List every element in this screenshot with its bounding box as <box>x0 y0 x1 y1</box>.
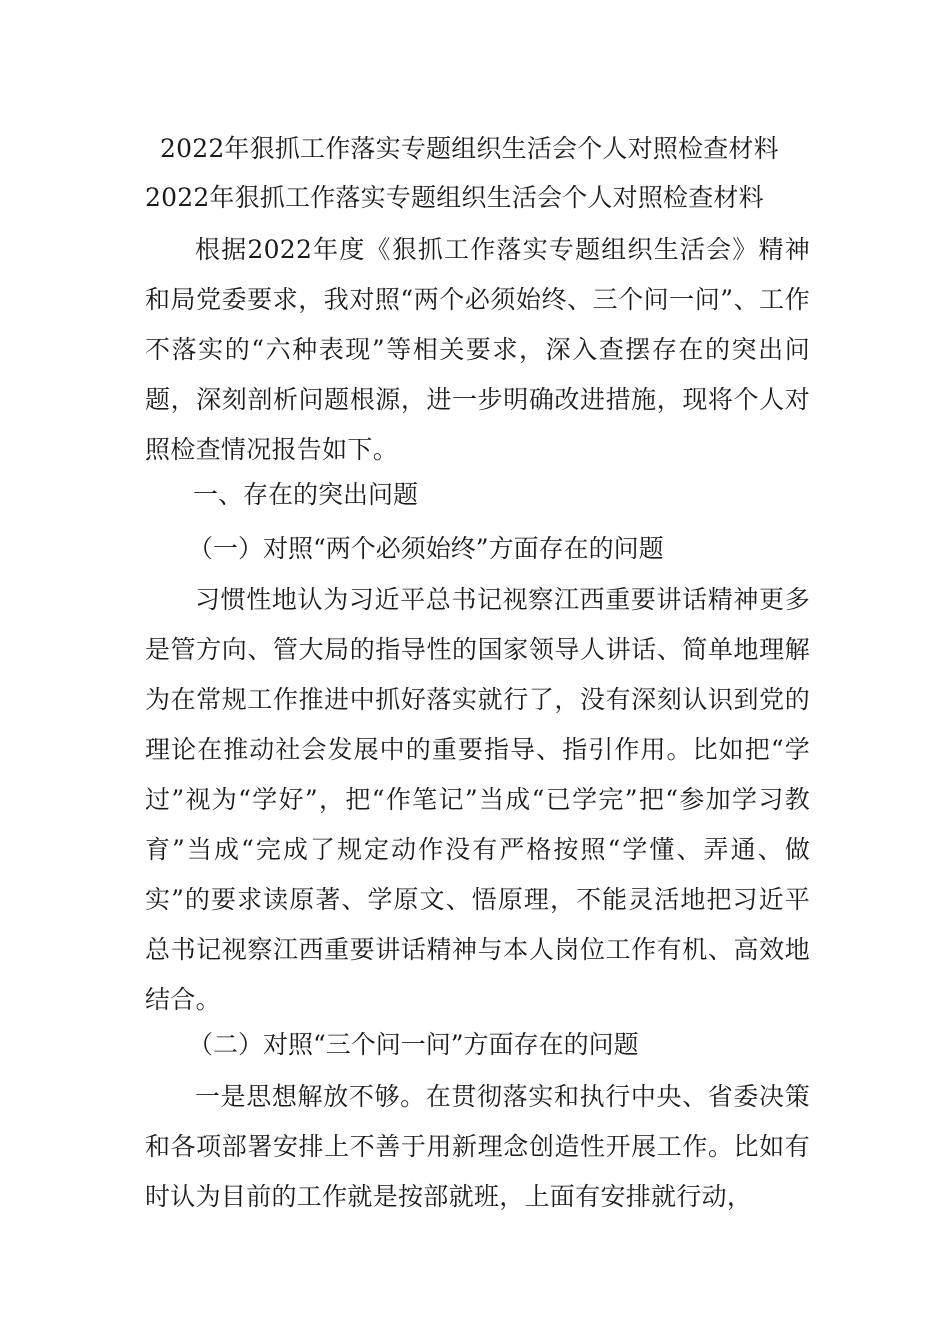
intro-paragraph: 根据2022年度《狠抓工作落实专题组织生活会》精神和局党委要求，我对照“两个必须始终、三个问一问”、工作不落实的“六种表现”等相关要求，深入查摆存在的突出问题，深刻剖析问题根源，进一步明确改进措施，现将个人对照检查情况报告如下。 <box>145 235 810 464</box>
subsection-heading-1: （一）对照“两个必须始终”方面存在的问题 <box>188 534 664 563</box>
subsection-heading-2: （二）对照“三个问一问”方面存在的问题 <box>188 1030 639 1059</box>
document-title: 2022年狠抓工作落实专题组织生活会个人对照检查材料 <box>160 134 779 163</box>
section-heading: 一、存在的突出问题 <box>193 480 419 509</box>
subsection-paragraph-1: 习惯性地认为习近平总书记视察江西重要讲话精神更多是管方向、管大局的指导性的国家领导人讲话、简单地理解为在常规工作推进中抓好落实就行了，没有深刻认识到党的理论在推动社会发展中的重要指导、指引作用。比如把“学过”视为“学好”，把“作笔记”当成“已学完”把“参加学习教育”当成“完成了规定动作没有严格按照“学懂、弄通、做实”的要求读原著、学原文、悟原理，不能灵活地把习近平总书记视察江西重要讲话精神与本人岗位工作有机、高效地结合。 <box>145 585 810 1014</box>
subsection-paragraph-2: 一是思想解放不够。在贯彻落实和执行中央、省委决策和各项部署安排上不善于用新理念创造性开展工作。比如有时认为目前的工作就是按部就班，上面有安排就行动， <box>145 1082 810 1211</box>
document-subtitle: 2022年狠抓工作落实专题组织生活会个人对照检查材料 <box>145 183 764 212</box>
